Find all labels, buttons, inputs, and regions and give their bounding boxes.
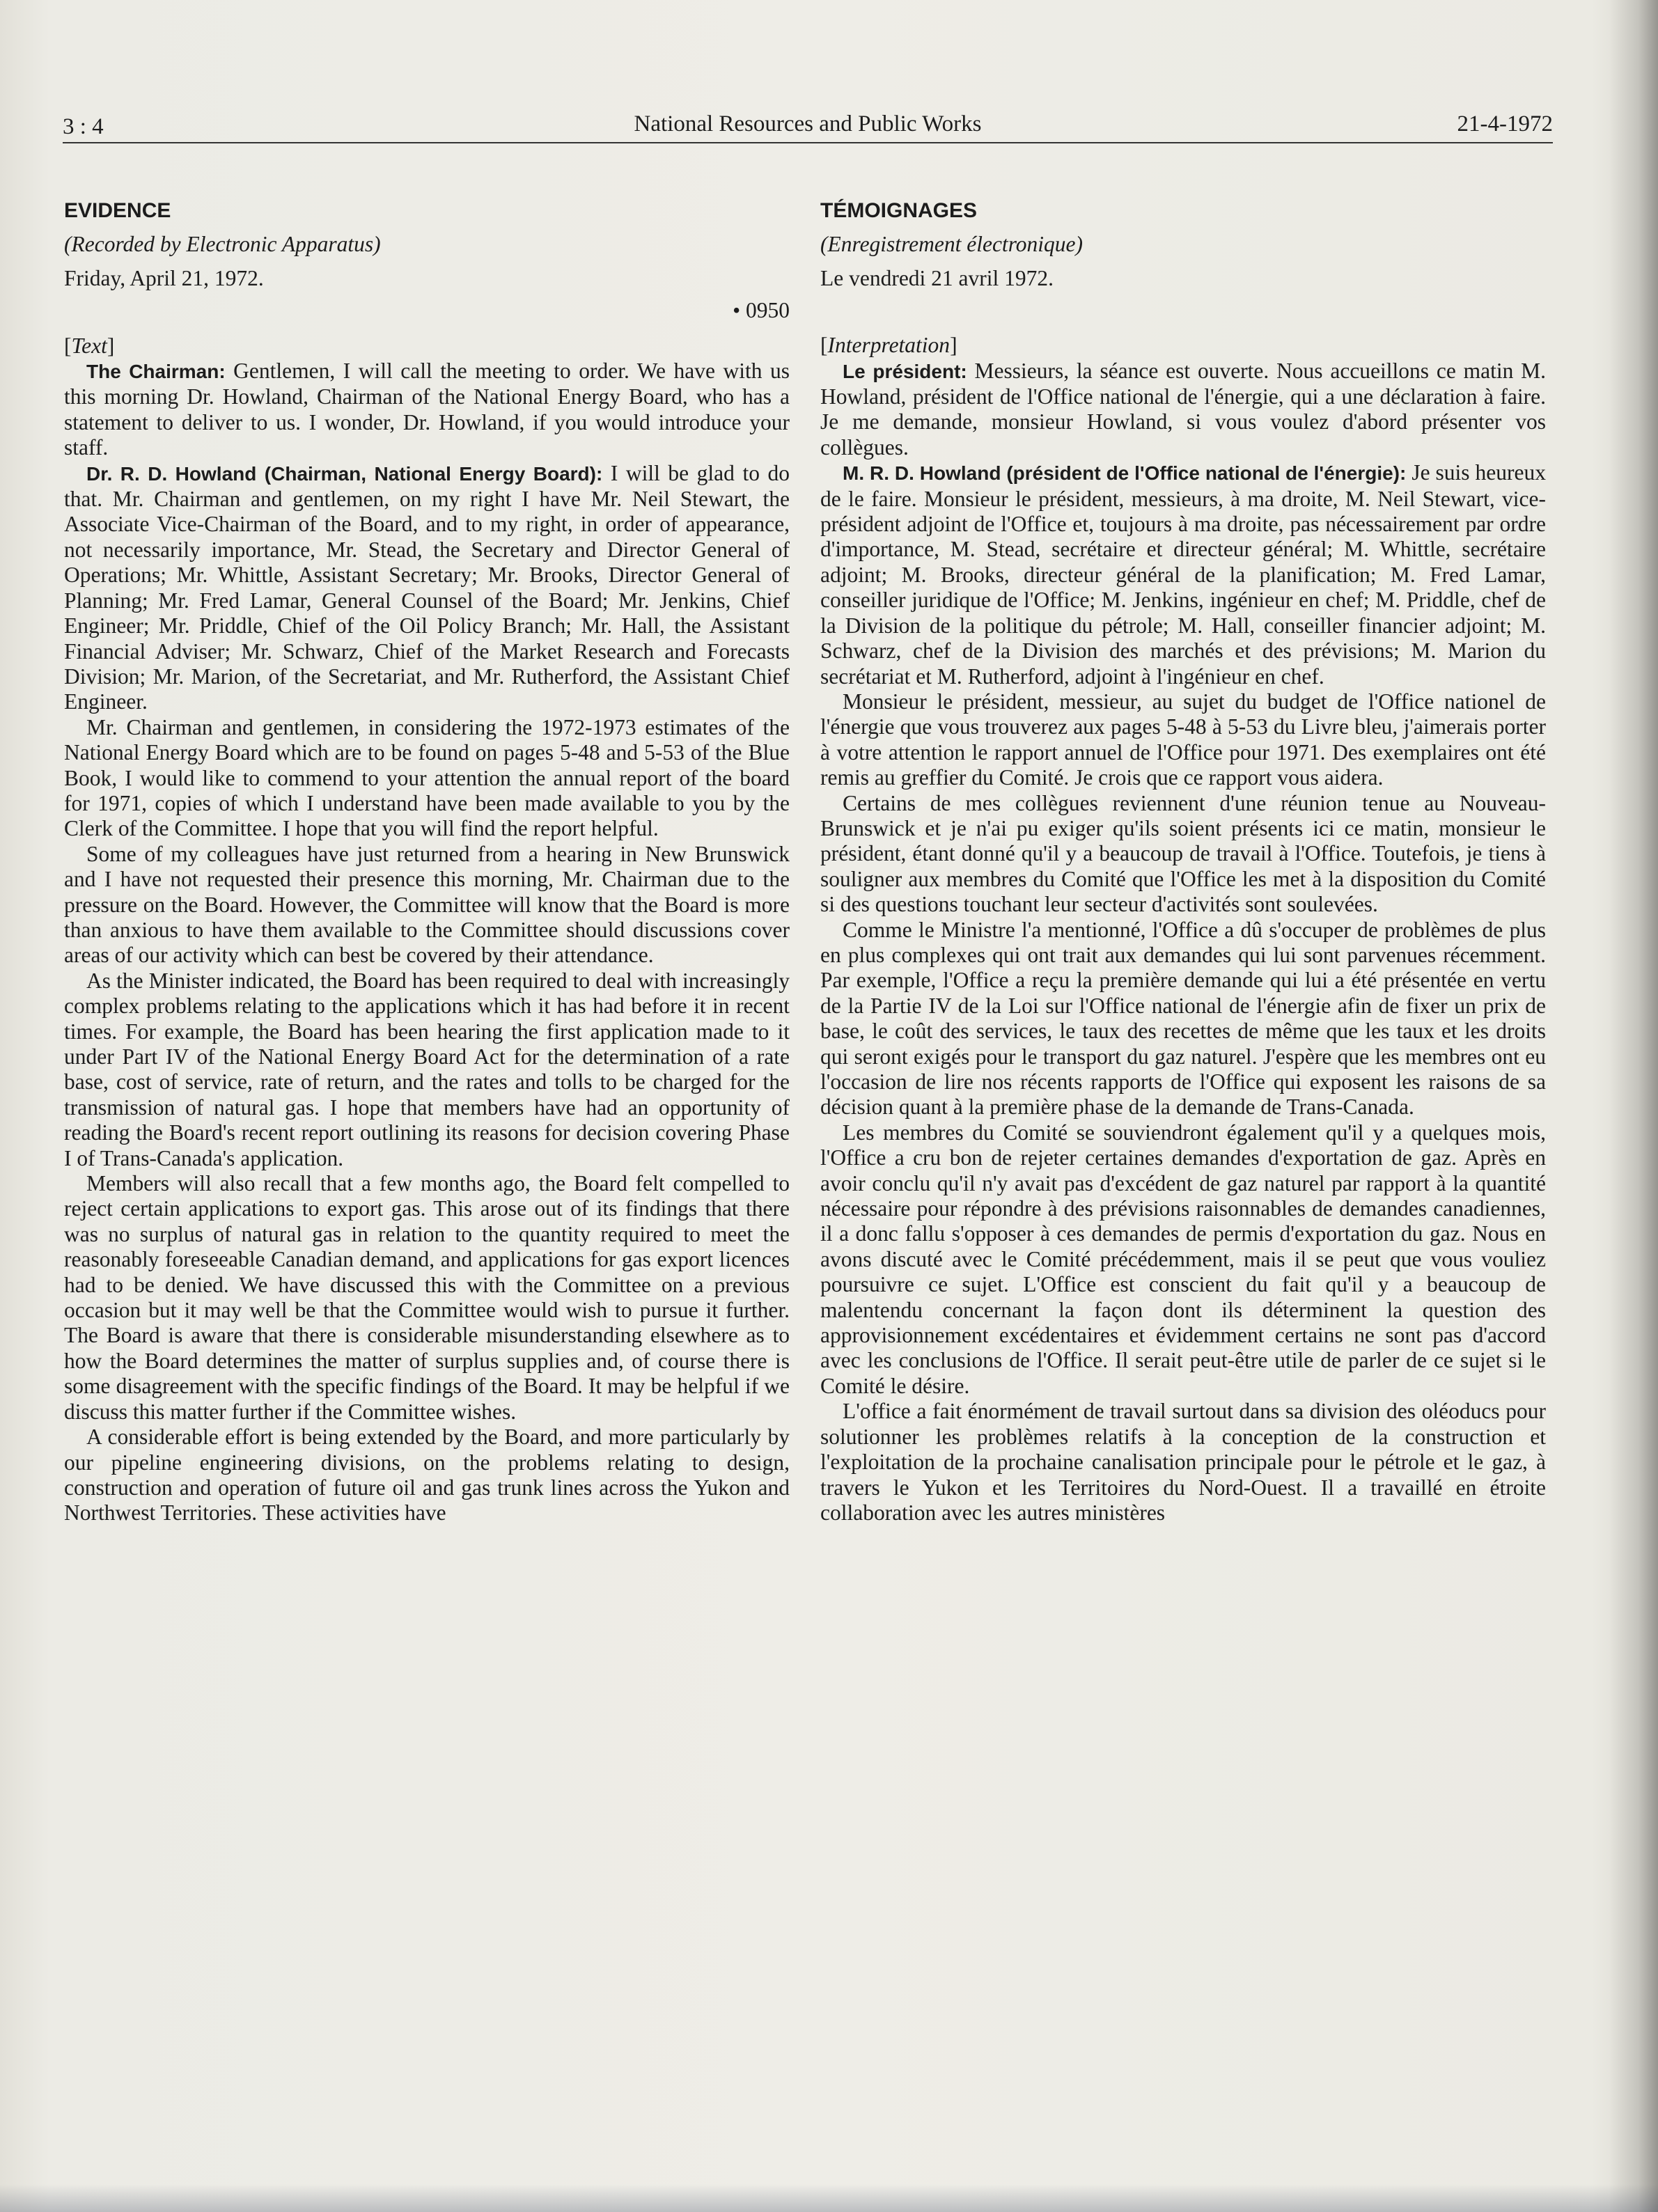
paragraph: As the Minister indicated, the Board has been required to deal with increasingly complex problems relating to the applications which it has had before it in recent times. For example, the Board has been hearing the first application made to it under Part IV of the National Energy Board Act for the determination of a rate base, cost of service, rate of return, and the rates and tolls to be charged for the transmission of natural gas. I hope that members have had an opportunity of reading the Board's recent report outlining its reasons for decision covering Phase I of Trans-Canada's application. [64, 968, 790, 1170]
paragraph [64, 461, 790, 715]
speech-text: Gentlemen, I will call the meeting to order. We have with us this morning Dr. Howland, Chairman of the National Energy Board, who has a statement to deliver to us. I wonder, Dr. Howland, if you would introduce your staff. [64, 359, 790, 460]
section-title: EVIDENCE [64, 199, 171, 222]
book-spine-shadow [1609, 0, 1658, 2212]
text-marker: [Text] [64, 333, 115, 358]
french-column [820, 198, 1546, 1525]
header-rule [63, 142, 1553, 143]
paragraph: Some of my colleagues have just returned from a hearing in New Brunswick and I have not requested their presence this morning, Mr. Chairman due to the pressure on the Board. However, the Committee will know that the Board is more than anxious to have them available to the Committee should discussions cover areas of our activity which can best be covered by their attendance. [64, 841, 790, 968]
speech-text: I will be glad to do that. Mr. Chairman and gentlemen, on my right I have Mr. Neil Stewart, the Associate Vice-Chairman of the Board, and to my right, in order of appearance, not necessarily importance, Mr. Stead, the Secretary and Director General of Operations; Mr. Whittle, Assistant Secretary; Mr. Brooks, Director General of Planning; Mr. Fred Lamar, General Counsel of the Board; Mr. Jenkins, Chief Engineer; Mr. Priddle, Chief of the Oil Policy Branch; Mr. Hall, the Assistant Financial Adviser; Mr. Schwarz, Chief of the Market Research and Forecasts Division; Mr. Marion, of the Secretariat, and Mr. Rutherford, the Assistant Chief Engineer. [64, 460, 790, 714]
speech-text: Messieurs, la séance est ouverte. Nous accueillons ce matin M. Howland, président de l'Office national de l'énergie, qui a une déclaration à faire. Je me demande, monsieur Howland, si vous voulez d'abord présenter vos collègues. [820, 358, 1546, 460]
paragraph: A considerable effort is being extended by the Board, and more particularly by our pipeline engineering divisions, on the problems relating to design, construction and operation of future oil and gas trunk lines across the Yukon and Northwest Territories. These activities have [64, 1425, 790, 1525]
paragraph [820, 460, 1546, 689]
section-title: TÉMOIGNAGES [820, 199, 978, 222]
paragraph: Comme le Ministre l'a mentionné, l'Office a dû s'occuper de problèmes de plus en plus complexes qui ont trait aux demandes qui lui sont parvenues récemment. Par exemple, l'Office a reçu la première demande qui lui a été présentée en vertu de la Partie IV de la Loi sur l'Office national de l'énergie afin de fixer un prix de base, le coût des services, le taux des recettes de même que les taux et les droits qui seront exigés pour le transport du gaz naturel. J'espère que les membres ont eu l'occasion de lire nos récents rapports de l'Office qui exposent les raisons de sa décision quant à la première phase de la demande de Trans-Canada. [820, 917, 1546, 1120]
speaker-name: M. R. D. Howland (président de l'Office national de l'énergie): [843, 462, 1407, 485]
speaker-name: Dr. R. D. Howland (Chairman, National Energy Board): [86, 462, 603, 485]
page-number: 3 : 4 [63, 114, 104, 139]
paragraph: Les membres du Comité se souviendront également qu'il y a quelques mois, l'Office a cru bon de rejeter certaines demandes d'exportation de gaz. Après en avoir conclu qu'il n'y avait pas d'excédent de gaz naturel par rapport à la quantité nécessaire pour répondre à des prévisions raisonnables de demandes canadiennes, il a donc fallu s'opposer à ces demandes de permis d'exportation du gaz. Nous en avons discuté avec le Comité précédemment, mais il se peut que vous vouliez poursuivre ce sujet. L'Office est conscient du fait qu'il y a beaucoup de malentendu concernant la façon dont ils déterminent la question des approvisionnement excédentaires et évidemment certains ne sont pas d'accord avec les conclusions de l'Office. Il serait peut-être utile de parler de ce sujet si le Comité le désire. [820, 1120, 1546, 1398]
header-date: 21-4-1972 [1457, 111, 1553, 136]
paragraph: Monsieur le président, messieur, au sujet du budget de l'Office nationel de l'énergie que vous trouverez aux pages 5-48 à 5-53 du Livre bleu, j'aimerais porter à votre attention le rapport annuel de l'Office pour 1971. Des exemplaires ont été remis au greffier du Comité. Je crois que ce rapport vous aidera. [820, 689, 1546, 790]
spacer [820, 298, 1546, 333]
paragraph: Certains de mes collègues reviennent d'une réunion tenue au Nouveau-Brunswick et je n'ai pu exiger qu'ils soient présents ici ce matin, monsieur le président, étant donné qu'il y a beaucoup de travail à l'Office. Toutefois, je tiens à souligner aux membres du Comité que l'Office les met à la disposition du Comité si des questions touchant leur secteur d'activités sont soulevées. [820, 790, 1546, 917]
session-date: Friday, April 21, 1972. [64, 265, 264, 290]
recording-note: (Recorded by Electronic Apparatus) [64, 232, 381, 257]
page-bottom-edge [0, 2184, 1658, 2212]
header-title: National Resources and Public Works [634, 111, 982, 136]
speaker-name: The Chairman: [86, 361, 226, 383]
text-marker-label: Interpretation [827, 333, 951, 358]
speech-text: Je suis heureux de le faire. Monsieur le président, messieurs, à ma droite, M. Neil Stewart, vice-président adjoint de l'Office et, toujours à ma droite, pas nécessairement par ordre d'importance, M. Stead, secrétaire et directeur général; M. Whittle, secrétaire adjoint; M. Brooks, directeur général de la planification; M. Fred Lamar, conseiller juridique de l'Office; M. Jenkins, ingénieur en chef; M. Priddle, chef de la Division de la politique du pétrole; M. Hall, conseiller financier adjoint; M. Schwarz, chef de la Division des marchés et des prévisions; M. Marion du secrétariat et M. Rutherford, adjoint à l'ingénieur en chef. [820, 460, 1547, 689]
paragraph [64, 359, 790, 461]
text-marker-label: Text [71, 333, 107, 358]
recording-note: (Enregistrement électronique) [820, 232, 1084, 257]
running-header [63, 110, 1553, 145]
paragraph: L'office a fait énormément de travail surtout dans sa division des oléoducs pour solutionner les problèmes relatifs à la conception de la construction et l'exploitation de la prochaine canalisation principale pour le pétrole et le gaz, à travers le Yukon et les Territoires du Nord-Ouest. Il a travaillé en étroite collaboration avec les autres ministères [820, 1399, 1546, 1525]
english-column [64, 198, 790, 1526]
paragraph: Mr. Chairman and gentlemen, in considering the 1972-1973 estimates of the National Energy Board which are to be found on pages 5-48 and 5-53 of the Blue Book, I would like to commend to your attention the annual report of the board for 1971, copies of which I understand have been made available to you by the Clerk of the Committee. I hope that you will find the report helpful. [64, 714, 790, 841]
time-mark: • 0950 [733, 298, 790, 323]
session-date: Le vendredi 21 avril 1972. [820, 265, 1054, 290]
paragraph [820, 359, 1546, 461]
paragraph: Members will also recall that a few months ago, the Board felt compelled to reject certain applications to export gas. This arose out of its findings that there was no surplus of natural gas in relation to the quantity required to meet the reasonably foreseeable Canadian demand, and applications for gas export licences had to be denied. We have discussed this with the Committee on a previous occasion but it may well be that the Committee would wish to pursue it further. The Board is aware that there is considerable misunderstanding elsewhere as to how the Board determines the matter of surplus supplies and, of course there is some disagreement with the specific findings of the Board. It may be helpful if we discuss this matter further if the Committee wishes. [64, 1171, 790, 1424]
text-marker: [Interpretation] [820, 333, 957, 358]
speaker-name: Le président: [843, 360, 967, 382]
